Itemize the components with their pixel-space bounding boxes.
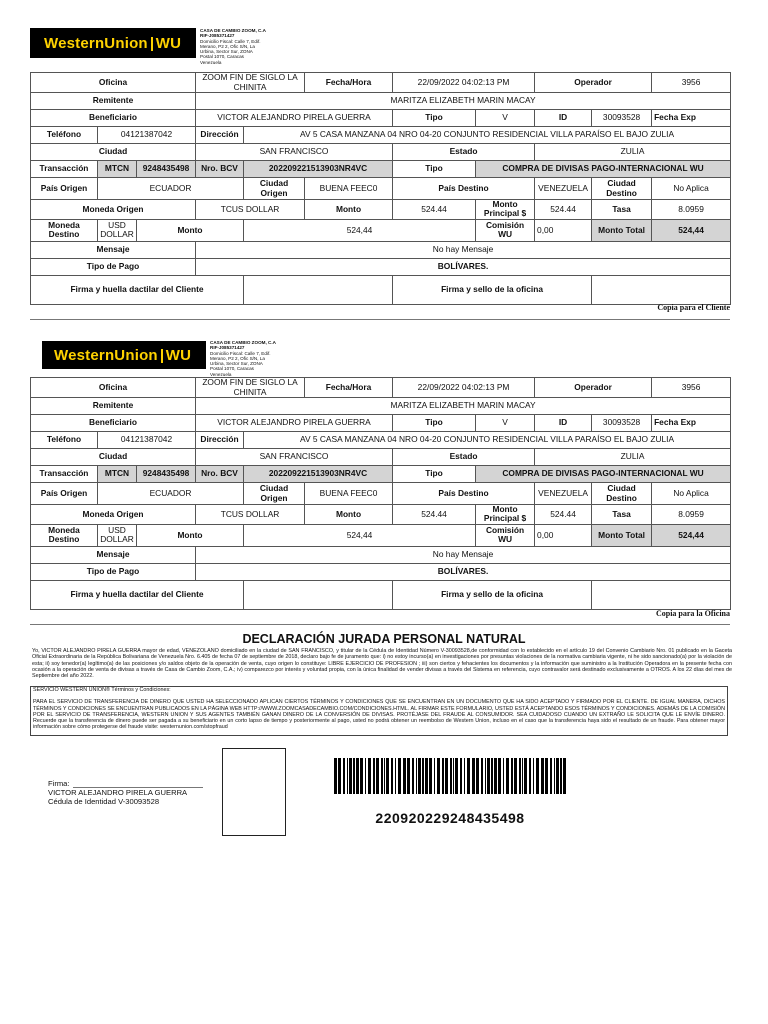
ciudad-destino-value: No Aplica <box>652 483 731 505</box>
barcode-bar <box>412 758 414 794</box>
mtcn-label: MTCN <box>98 466 137 483</box>
estado-label: Estado <box>393 449 535 466</box>
ciudad-label: Ciudad <box>31 449 196 466</box>
oficina-value: ZOOM FIN DE SIGLO LA CHINITA <box>196 378 305 398</box>
receipt-table-client <box>30 72 731 305</box>
barcode-bar <box>545 758 548 794</box>
barcode <box>334 758 566 794</box>
fechaexp-label: Fecha Exp <box>654 417 696 428</box>
company-address-line: Venezuela <box>200 59 222 65</box>
barcode-bar <box>453 758 454 794</box>
telefono-label: Teléfono <box>31 432 98 449</box>
barcode-bar <box>498 758 501 794</box>
barcode-bar <box>360 758 363 794</box>
telefono-value: 04121387042 <box>98 432 196 449</box>
barcode-bar <box>391 758 393 794</box>
firma-cliente-box <box>244 275 393 304</box>
barcode-bar <box>491 758 493 794</box>
monto-total-label: Monto Total <box>592 524 652 546</box>
mtcn-label: MTCN <box>98 161 137 178</box>
barcode-bar <box>381 758 383 794</box>
tipo-value: V <box>476 415 535 432</box>
moneda-destino-value: USD DOLLAR <box>98 524 137 546</box>
comision-label: Comisión WU <box>476 219 535 241</box>
barcode-bar <box>485 758 486 794</box>
company-info <box>210 340 276 377</box>
firma-cliente-label: Firma y huella dactilar del Cliente <box>31 275 244 304</box>
operador-label: Operador <box>535 73 652 93</box>
terms-heading: SERVICIO WESTERN UNION® Términos y Condiciones: <box>33 687 171 693</box>
signature-block <box>48 779 203 806</box>
tipo-pago-value: BOLÍVARES. <box>196 258 731 275</box>
company-address-line: Domicilio Fiscal: Calle 7, Edif. <box>200 38 261 44</box>
pais-destino-label: País Destino <box>393 178 535 200</box>
oficina-label: Oficina <box>31 378 196 398</box>
pais-destino-value: VENEZUELA <box>535 178 592 200</box>
company-address-line: Postal 1070, Caracas <box>200 54 244 60</box>
fechaexp-cell <box>652 415 731 432</box>
transaccion-label: Transacción <box>31 161 98 178</box>
tipo-transaccion-value: COMPRA DE DIVISAS PAGO-INTERNACIONAL WU <box>476 161 731 178</box>
barcode-bar <box>384 758 385 794</box>
barcode-bar <box>481 758 483 794</box>
signer-name: VICTOR ALEJANDRO PIRELA GUERRA <box>48 788 188 797</box>
telefono-label: Teléfono <box>31 127 98 144</box>
barcode-bar <box>467 758 470 794</box>
fecha-label: Fecha/Hora <box>305 378 393 398</box>
barcode-bar <box>511 758 513 794</box>
mensaje-value: No hay Mensaje <box>196 546 731 563</box>
transaccion-label: Transacción <box>31 466 98 483</box>
estado-value: ZULIA <box>535 449 731 466</box>
fechaexp-label: Fecha Exp <box>652 110 731 127</box>
firma-oficina-box <box>592 580 731 609</box>
pais-destino-label: País Destino <box>393 483 535 505</box>
tipo-transaccion-label: Tipo <box>393 161 476 178</box>
fecha-value: 22/09/2022 04:02:13 PM <box>393 378 535 398</box>
barcode-bar <box>464 758 465 794</box>
ciudad-origen-value: BUENA FEEC0 <box>305 178 393 200</box>
barcode-bar <box>529 758 531 794</box>
monto-destino-value: 524,44 <box>244 524 476 546</box>
operador-value: 3956 <box>652 73 731 93</box>
remitente-value: MARITZA ELIZABETH MARIN MACAY <box>196 93 731 110</box>
barcode-bar <box>434 758 435 794</box>
ciudad-destino-label: Ciudad Destino <box>592 178 652 200</box>
id-value: 30093528 <box>592 415 652 432</box>
receipt-table-office <box>30 377 731 610</box>
tipo-label: Tipo <box>393 110 476 127</box>
pais-destino-value: VENEZUELA <box>535 483 592 505</box>
barcode-bar <box>356 758 359 794</box>
barcode-bar <box>403 758 406 794</box>
company-info <box>200 28 266 65</box>
moneda-destino-label: Moneda Destino <box>31 524 98 546</box>
barcode-bar <box>334 758 337 794</box>
firma-oficina-label: Firma y sello de la oficina <box>393 275 592 304</box>
company-address-line: Merano, P2 2, Ofic S/N, La <box>200 43 255 49</box>
divider <box>30 319 730 320</box>
barcode-bar <box>422 758 424 794</box>
terms-text: PARA EL SERVICIO DE TRANSFERENCIA DE DINERO QUE USTED HA SELECCIONADO APLICAN CIERTOS TÉRMINOS Y CONDICIONES QUE SE ENCUENTRAN EN UN DOCUMENTO QUE HA SIDO ACEPTADO Y FIRMADO POR EL CLIENTE. DE IGUAL MANERA, DICHOS TÉRMINOS Y CONDICIONES SE ENCUENTRAN PUBLICADOS EN LA PÁGINA WEB HTTP://WWW.ZOOMCASADECAMBIO.COM/CONDICIONES.HTML. AL FIRMAR ESTE FORMULARIO, USTED ESTÁ ACEPTANDO ESOS TÉRMINOS Y CONDICIONES. ADEMÁS DE LA COMISIÓN POR EL SERVICIO DE TRANSFERENCIA, WESTERN UNION Y SUS AGENTES TAMBIÉN GANAN DINERO DE LA CONVERSIÓN DE DIVISAS. PROTÉJASE DEL FRAUDE AL CONSUMIDOR. SEA CUIDADOSO CUANDO UN EXTRAÑO LE SOLICITA QUE LE ENVÍE DINERO. Recuerde que la transferencia de dinero puede ser pagada a su beneficiario en un corto lapso de tiempo y posteriormente al pago, usted no podrá obtener un reembolso de Western Union, incluso en el caso que la transferencia haya sido el resultado de un fraude. Para obtener mayor información sobre cómo protegerse del fraude visite: westernunion.com/stopfraud <box>33 699 725 731</box>
barcode-bar <box>536 758 539 794</box>
company-rif: RIF-J085371427 <box>210 345 245 351</box>
bcv-label: Nro. BCV <box>196 161 244 178</box>
ciudad-origen-value: BUENA FEEC0 <box>305 483 393 505</box>
monto-destino-value: 524,44 <box>244 219 476 241</box>
logo-text: WesternUnion <box>44 34 148 52</box>
copy-label-client: Copia para el Cliente <box>657 303 730 312</box>
beneficiario-value: VICTOR ALEJANDRO PIRELA GUERRA <box>196 110 393 127</box>
barcode-bar <box>368 758 371 794</box>
barcode-bar <box>365 758 366 794</box>
remitente-label: Remitente <box>31 398 196 415</box>
direccion-value: AV 5 CASA MANZANA 04 NRO 04-20 CONJUNTO RESIDENCIAL VILLA PARAÍSO EL BAJO ZULIA <box>244 432 731 449</box>
firma-oficina-box <box>592 275 731 304</box>
barcode-bar <box>556 758 559 794</box>
ciudad-destino-value: No Aplica <box>652 178 731 200</box>
barcode-bar <box>418 758 421 794</box>
monto-label: Monto <box>305 200 393 220</box>
barcode-bar <box>353 758 355 794</box>
declaration-text: Yo, VICTOR ALEJANDRO PIRELA GUERRA mayor de edad, VENEZOLANO domiciliado en la ciudad de SAN FRANCISCO, y titular de la Cédula de Identidad Número V-30093528,de conformidad con lo establecido en el artículo 19 del Convenio Cambiario Nro. 01 publicado en la Gaceta Oficial Extraordinaria de la República Bolivariana de Venezuela Nro. 6.405 de fecha 07 de septiembre de 2018, declaro bajo fe de juramento que: i) no estoy incurso(a) en investigaciones por presuntas violaciones de la normativa cambiaria vigente, ni he sido sancionado(a) por la violación de esta; ii) soy tenedor(a) legítimo(a) de las posiciones y/o saldos objeto de la operación de venta, cuyo origen lo constituye: LIBRE EJERCICIO DE PROFESION ; iii) son ciertos y fehacientes los documentos y la información que suministro a la Institución Operadora en la presente fecha con ocasión a la operación de venta de divisas a través de Casa de Cambio Zoom, C.A.; iv) comparezco por interés y voluntad propia, con la única finalidad de vender divisas a través del Sistema en referencia, cuyo contravalor será destinado exclusivamente a OTROS. A los 22 días del mes de Septiembre del año 2022. <box>32 648 732 680</box>
beneficiario-label: Beneficiario <box>31 415 196 432</box>
barcode-bar <box>395 758 396 794</box>
mensaje-value: No hay Mensaje <box>196 241 731 258</box>
firma-label: Firma: <box>48 779 70 788</box>
barcode-bar <box>349 758 352 794</box>
comision-label: Comisión WU <box>476 524 535 546</box>
tipo-pago-label: Tipo de Pago <box>31 258 196 275</box>
bcv-value: 202209221513903NR4VC <box>244 466 393 483</box>
firma-cliente-label: Firma y huella dactilar del Cliente <box>31 580 244 609</box>
direccion-value: AV 5 CASA MANZANA 04 NRO 04-20 CONJUNTO RESIDENCIAL VILLA PARAÍSO EL BAJO ZULIA <box>244 127 731 144</box>
barcode-bar <box>343 758 345 794</box>
monto-principal-value: 524.44 <box>535 505 592 525</box>
barcode-bar <box>445 758 448 794</box>
barcode-bar <box>524 758 527 794</box>
barcode-bar <box>338 758 341 794</box>
barcode-bar <box>347 758 348 794</box>
barcode-bar <box>522 758 523 794</box>
barcode-bar <box>487 758 490 794</box>
tasa-label: Tasa <box>592 200 652 220</box>
barcode-bar <box>376 758 379 794</box>
barcode-bar <box>386 758 389 794</box>
firma-oficina-label: Firma y sello de la oficina <box>393 580 592 609</box>
barcode-number: 220920229248435498 <box>375 810 525 826</box>
barcode-bar <box>373 758 375 794</box>
tipo-label: Tipo <box>393 415 476 432</box>
ciudad-origen-label: Ciudad Origen <box>244 483 305 505</box>
id-label: ID <box>535 110 592 127</box>
barcode-bar <box>494 758 497 794</box>
ciudad-origen-label: Ciudad Origen <box>244 178 305 200</box>
fecha-value: 22/09/2022 04:02:13 PM <box>393 73 535 93</box>
copy-label-office: Copia para la Oficina <box>655 609 730 618</box>
signer-cedula: Cédula de Identidad V-30093528 <box>48 797 160 806</box>
oficina-value: ZOOM FIN DE SIGLO LA CHINITA <box>196 73 305 93</box>
moneda-origen-value: TCUS DOLLAR <box>196 505 305 525</box>
tasa-value: 8.0959 <box>652 505 731 525</box>
western-union-logo <box>42 341 206 369</box>
logo-text: WesternUnion <box>54 346 158 364</box>
operador-value: 3956 <box>652 378 731 398</box>
company-address-line: Urbina, Sector Sur, ZONA <box>200 49 253 55</box>
pais-origen-label: País Origen <box>31 483 98 505</box>
beneficiario-label: Beneficiario <box>31 110 196 127</box>
barcode-bar <box>560 758 562 794</box>
barcode-bar <box>442 758 444 794</box>
monto-value: 524.44 <box>393 200 476 220</box>
id-value: 30093528 <box>592 110 652 127</box>
company-address-line: Venezuela <box>210 371 232 377</box>
signature-line <box>73 780 203 788</box>
moneda-destino-label: Moneda Destino <box>31 219 98 241</box>
id-label: ID <box>535 415 592 432</box>
moneda-origen-label: Moneda Origen <box>31 505 196 525</box>
tasa-label: Tasa <box>592 505 652 525</box>
fingerprint-box <box>222 748 286 836</box>
divider <box>30 624 730 625</box>
barcode-bar <box>514 758 517 794</box>
barcode-bar <box>437 758 440 794</box>
bcv-value: 202209221513903NR4VC <box>244 161 393 178</box>
monto-principal-label: Monto Principal $ <box>476 200 535 220</box>
moneda-origen-label: Moneda Origen <box>31 200 196 220</box>
company-name: CASA DE CAMBIO ZOOM, C.A <box>200 28 266 33</box>
pais-origen-label: País Origen <box>31 178 98 200</box>
logo-wu: WU <box>165 346 192 364</box>
direccion-label: Dirección <box>196 432 244 449</box>
barcode-bar <box>533 758 534 794</box>
mtcn-value: 9248435498 <box>137 161 196 178</box>
telefono-value: 04121387042 <box>98 127 196 144</box>
barcode-bar <box>506 758 509 794</box>
barcode-bar <box>472 758 475 794</box>
operador-label: Operador <box>535 378 652 398</box>
company-address-line: Urbina, Sector Sur, ZONA <box>210 361 263 367</box>
barcode-bar <box>563 758 566 794</box>
moneda-origen-value: TCUS DOLLAR <box>196 200 305 220</box>
ciudad-label: Ciudad <box>31 144 196 161</box>
ciudad-value: SAN FRANCISCO <box>196 449 393 466</box>
tipo-transaccion-value: COMPRA DE DIVISAS PAGO-INTERNACIONAL WU <box>476 466 731 483</box>
mtcn-value: 9248435498 <box>137 466 196 483</box>
terms-box <box>30 686 728 736</box>
declaration-title: DECLARACIÓN JURADA PERSONAL NATURAL <box>242 632 526 646</box>
tipo-value: V <box>476 110 535 127</box>
moneda-destino-value: USD DOLLAR <box>98 219 137 241</box>
barcode-bar <box>429 758 432 794</box>
monto-principal-label: Monto Principal $ <box>476 505 535 525</box>
fecha-label: Fecha/Hora <box>305 73 393 93</box>
remitente-label: Remitente <box>31 93 196 110</box>
monto-total-label: Monto Total <box>592 219 652 241</box>
tipo-transaccion-label: Tipo <box>393 466 476 483</box>
tasa-value: 8.0959 <box>652 200 731 220</box>
barcode-bar <box>476 758 479 794</box>
direccion-label: Dirección <box>196 127 244 144</box>
company-rif: RIF-J085371427 <box>200 33 235 39</box>
estado-label: Estado <box>393 144 535 161</box>
barcode-bar <box>407 758 410 794</box>
tipo-pago-value: BOLÍVARES. <box>196 563 731 580</box>
barcode-bar <box>455 758 458 794</box>
barcode-bar <box>460 758 462 794</box>
remitente-value: MARITZA ELIZABETH MARIN MACAY <box>196 398 731 415</box>
logo-wu: WU <box>155 34 182 52</box>
estado-value: ZULIA <box>535 144 731 161</box>
barcode-bar <box>450 758 452 794</box>
ciudad-value: SAN FRANCISCO <box>196 144 393 161</box>
mensaje-label: Mensaje <box>31 546 196 563</box>
company-address-line: Postal 1070, Caracas <box>210 366 254 372</box>
ciudad-destino-label: Ciudad Destino <box>592 483 652 505</box>
company-address-line: Merano, P2 2, Ofic S/N, La <box>210 355 265 361</box>
monto-principal-value: 524.44 <box>535 200 592 220</box>
monto-destino-label: Monto <box>137 219 244 241</box>
comision-value: 0,00 <box>535 524 592 546</box>
bcv-label: Nro. BCV <box>196 466 244 483</box>
monto-total-value: 524,44 <box>652 524 731 546</box>
western-union-logo <box>30 28 196 58</box>
pais-origen-value: ECUADOR <box>98 178 244 200</box>
company-address-line: Domicilio Fiscal: Calle 7, Edif. <box>210 350 271 356</box>
firma-cliente-box <box>244 580 393 609</box>
pais-origen-value: ECUADOR <box>98 483 244 505</box>
beneficiario-value: VICTOR ALEJANDRO PIRELA GUERRA <box>196 415 393 432</box>
barcode-bar <box>519 758 521 794</box>
monto-label: Monto <box>305 505 393 525</box>
oficina-label: Oficina <box>31 73 196 93</box>
barcode-bar <box>416 758 417 794</box>
mensaje-label: Mensaje <box>31 241 196 258</box>
comision-value: 0,00 <box>535 219 592 241</box>
barcode-bar <box>398 758 401 794</box>
monto-destino-label: Monto <box>137 524 244 546</box>
monto-value: 524.44 <box>393 505 476 525</box>
barcode-bar <box>503 758 504 794</box>
tipo-pago-label: Tipo de Pago <box>31 563 196 580</box>
monto-total-value: 524,44 <box>652 219 731 241</box>
barcode-bar <box>425 758 428 794</box>
barcode-bar <box>550 758 552 794</box>
barcode-bar <box>554 758 555 794</box>
barcode-bar <box>541 758 544 794</box>
company-name: CASA DE CAMBIO ZOOM, C.A <box>210 340 276 345</box>
